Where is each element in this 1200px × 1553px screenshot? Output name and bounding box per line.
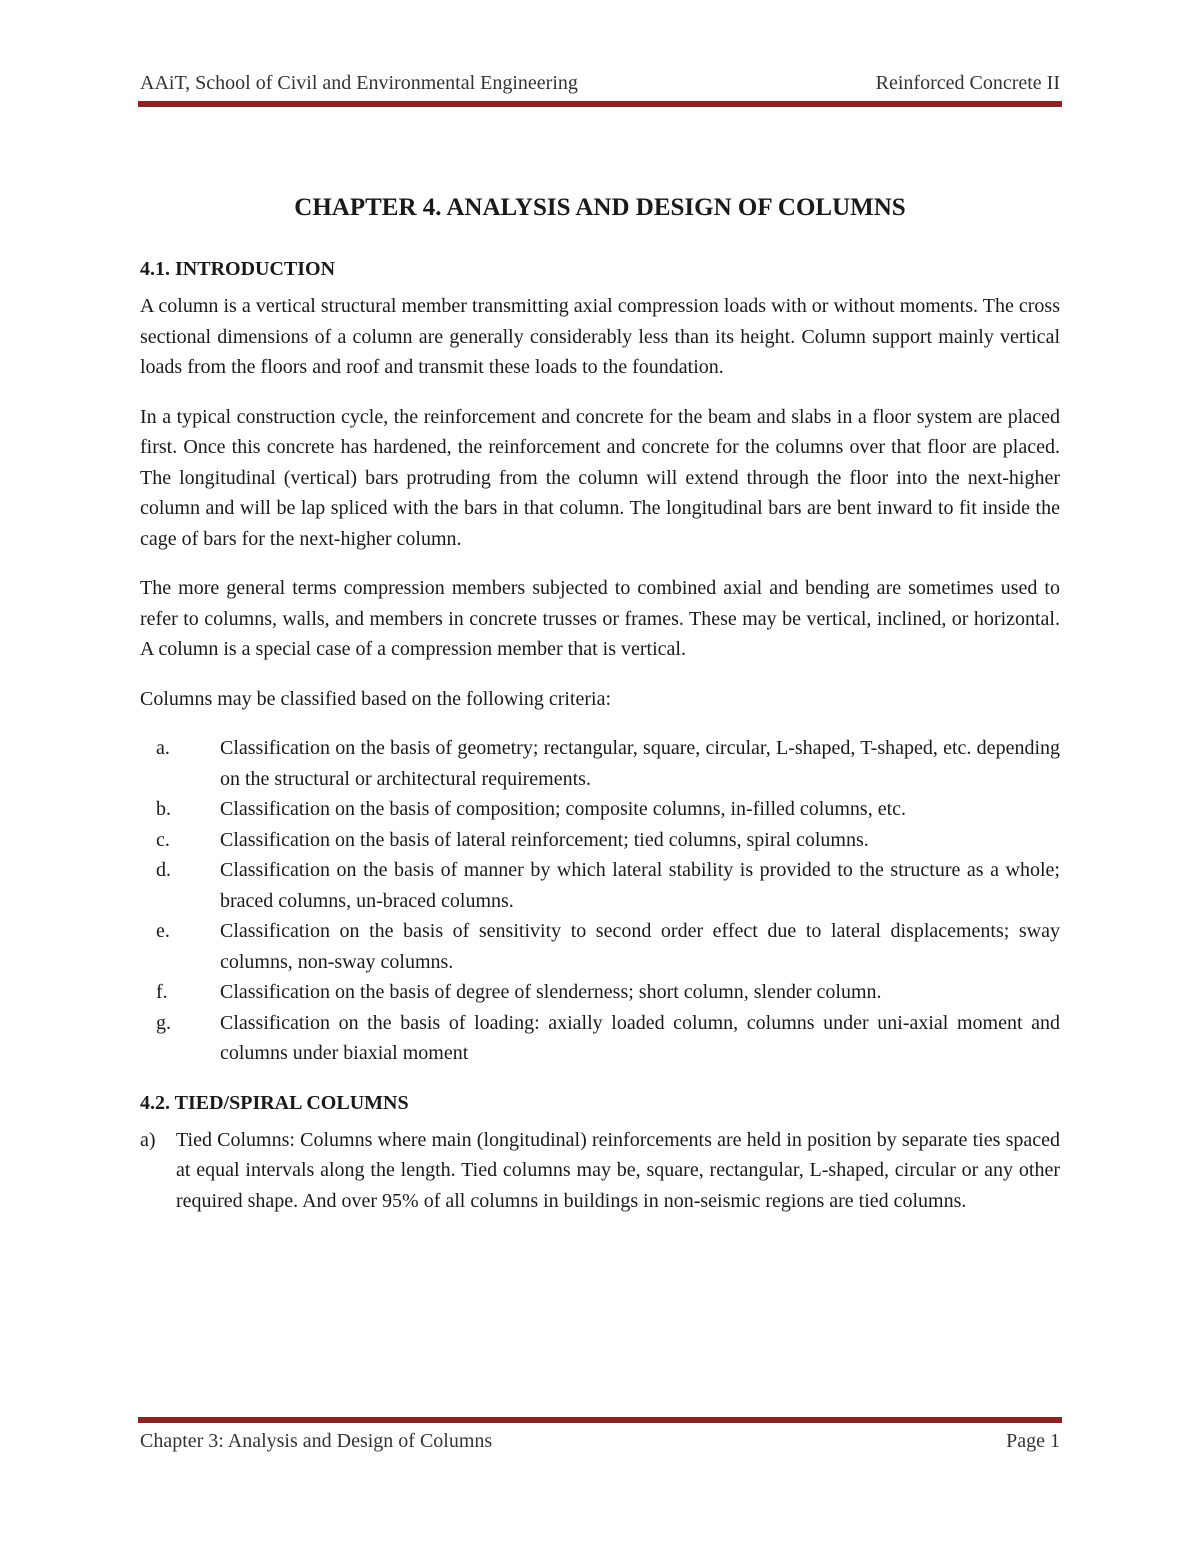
paragraph: A column is a vertical structural member transmitting axial compression loads with or without moments. The cross sectional dimensions of a column are generally considerably less than its height. Column support mainly vertical loads from the floors and roof and transmit these loads to the foundation. bbox=[140, 295, 1060, 378]
header-school: AAiT, School of Civil and Environmental Engineering bbox=[140, 72, 578, 94]
list-item bbox=[140, 855, 1060, 916]
footer-chapter: Chapter 3: Analysis and Design of Columns bbox=[140, 1430, 493, 1452]
page-content bbox=[140, 190, 1060, 1216]
list-item-text: Tied Columns: Columns where main (longitudinal) reinforcements are held in position by separate ties spaced at equal intervals along the length. Tied columns may be, square, rectangular, L-shaped, circular or any other required shape. And over 95% of all columns in buildings in non-seismic regions are tied columns. bbox=[176, 1128, 1060, 1212]
chapter-title: CHAPTER 4. ANALYSIS AND DESIGN OF COLUMNS bbox=[294, 194, 906, 221]
classification-list bbox=[140, 733, 1060, 1069]
list-marker: g. bbox=[156, 1011, 171, 1034]
paragraph: In a typical construction cycle, the reinforcement and concrete for the beam and slabs in a floor system are placed first. Once this concrete has hardened, the reinforcement and concrete for the columns over that floor are placed. The longitudinal (vertical) bars protruding from the column will extend through the floor into the next-higher column and will be lap spliced with the bars in that column. The longitudinal bars are bent inward to fit inside the cage of bars for the next-higher column. bbox=[140, 405, 1060, 550]
section-heading-tied-spiral: 4.2. TIED/SPIRAL COLUMNS bbox=[140, 1091, 409, 1114]
list-item-text: Classification on the basis of geometry; rectangular, square, circular, L-shaped, T-shaped, etc. depending on the structural or architectural requirements. bbox=[220, 737, 1060, 790]
list-marker: d. bbox=[156, 859, 171, 881]
list-item bbox=[140, 916, 1060, 977]
list-marker: c. bbox=[156, 828, 170, 851]
list-item bbox=[140, 1125, 1060, 1217]
list-item bbox=[140, 733, 1060, 794]
list-item bbox=[140, 794, 1060, 825]
footer-rule bbox=[138, 1417, 1062, 1423]
list-item-text: Classification on the basis of loading: axially loaded column, columns under uni-axial moment and columns under biaxial moment bbox=[220, 1011, 1060, 1064]
list-item bbox=[140, 1008, 1060, 1069]
section-heading-introduction: 4.1. INTRODUCTION bbox=[140, 258, 336, 280]
list-marker: a. bbox=[156, 737, 170, 759]
page-number: Page 1 bbox=[1006, 1430, 1060, 1452]
list-item-text: Classification on the basis of sensitivity to second order effect due to lateral displacements; sway columns, non-sway columns. bbox=[220, 920, 1060, 973]
list-item-text: Classification on the basis of composition; composite columns, in-filled columns, etc. bbox=[220, 798, 907, 820]
list-marker: a) bbox=[140, 1128, 156, 1151]
list-marker: e. bbox=[156, 920, 170, 942]
paragraph: Columns may be classified based on the following criteria: bbox=[140, 687, 611, 710]
list-item bbox=[140, 977, 1060, 1008]
page-footer bbox=[140, 1430, 1060, 1453]
header-rule bbox=[138, 101, 1062, 107]
list-marker: f. bbox=[156, 981, 168, 1003]
list-item-text: Classification on the basis of lateral reinforcement; tied columns, spiral columns. bbox=[220, 828, 869, 851]
paragraph: The more general terms compression members subjected to combined axial and bending are sometimes used to refer to columns, walls, and members in concrete trusses or frames. These may be vertical, inclined, or horizontal. A column is a special case of a compression member that is vertical. bbox=[140, 577, 1060, 660]
header-course: Reinforced Concrete II bbox=[875, 72, 1060, 94]
page-header bbox=[140, 72, 1060, 95]
tied-spiral-list bbox=[140, 1125, 1060, 1217]
list-item-text: Classification on the basis of degree of slenderness; short column, slender column. bbox=[220, 981, 882, 1003]
list-marker: b. bbox=[156, 798, 171, 820]
list-item-text: Classification on the basis of manner by which lateral stability is provided to the structure as a whole; braced columns, un-braced columns. bbox=[220, 859, 1060, 912]
list-item bbox=[140, 825, 1060, 856]
